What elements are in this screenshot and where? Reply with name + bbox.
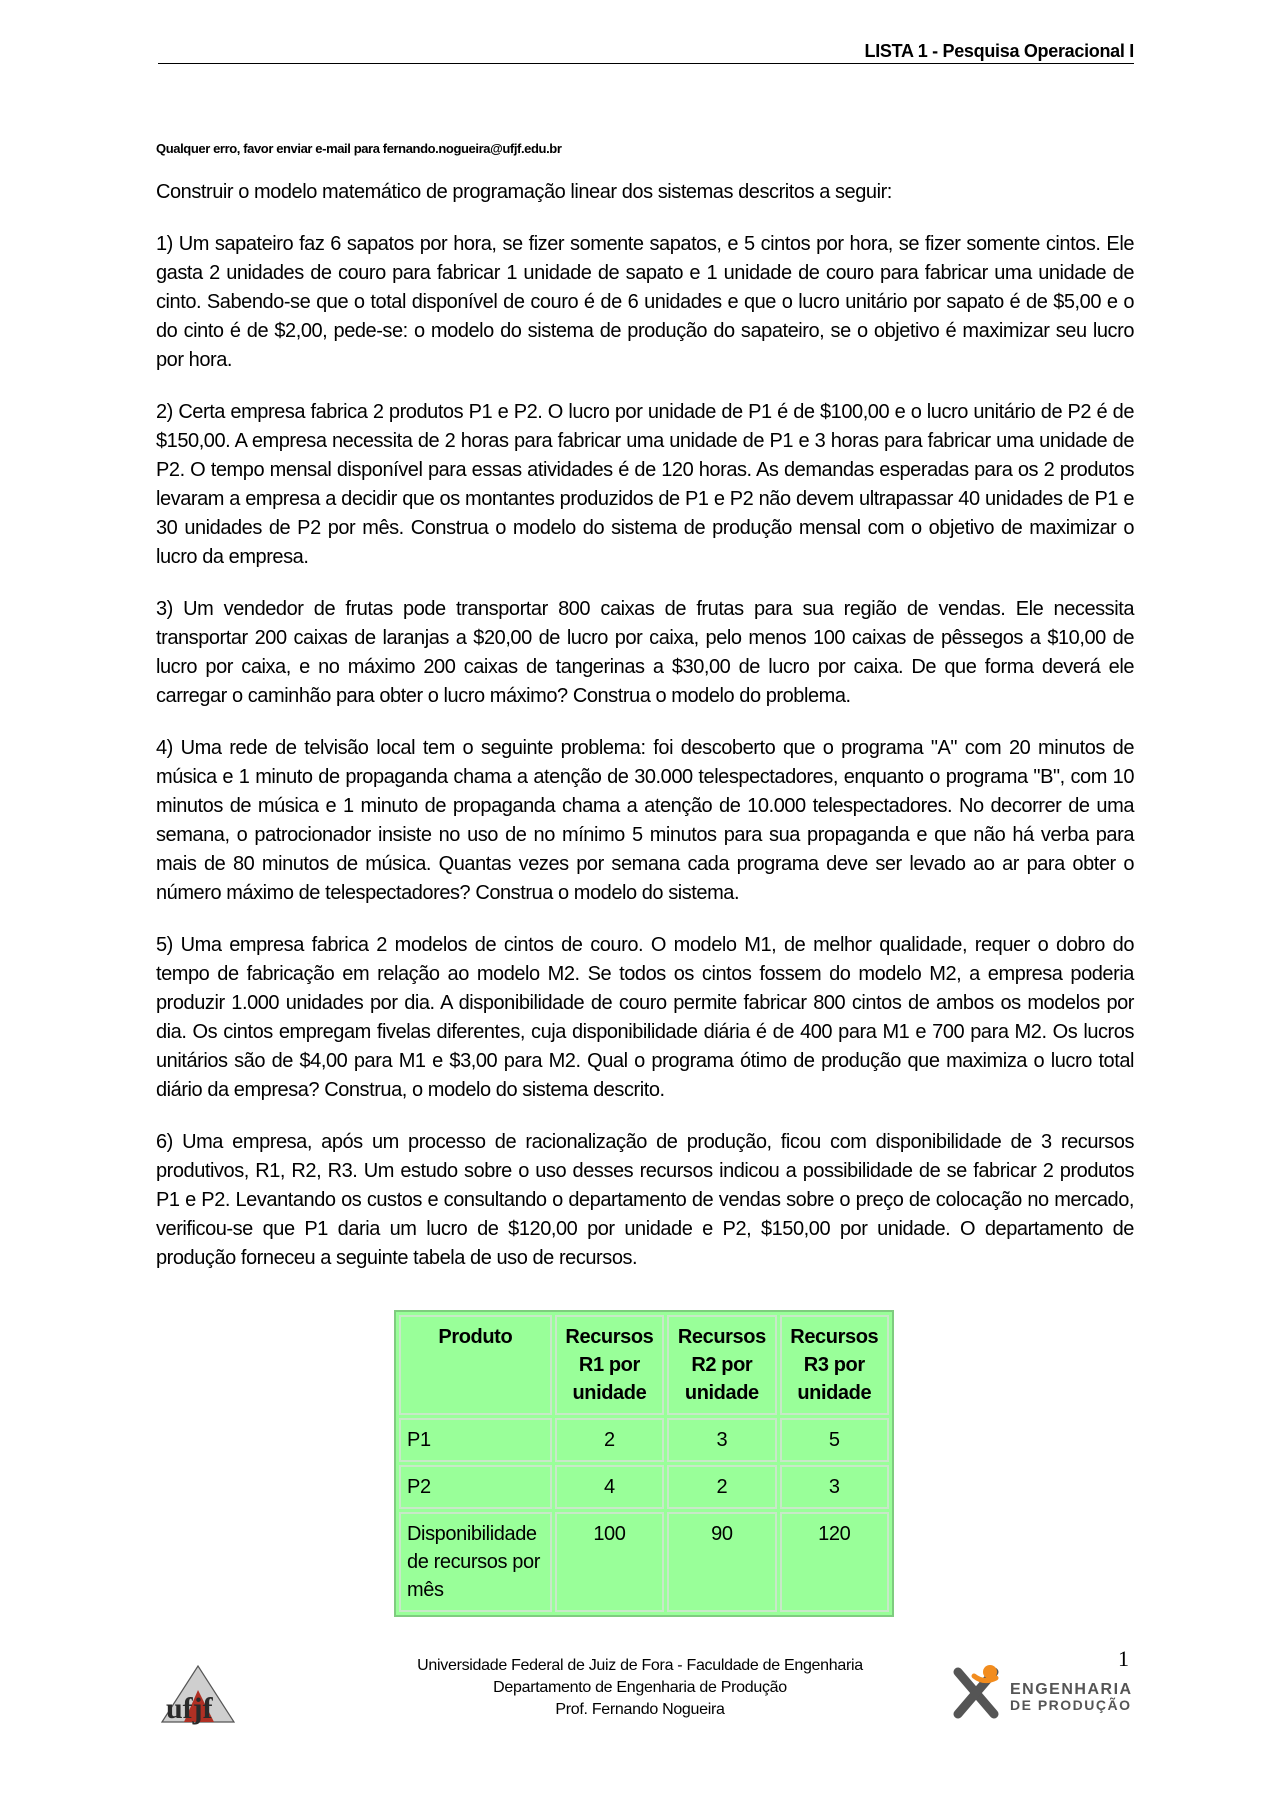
document-title: LISTA 1 - Pesquisa Operacional I xyxy=(864,41,1134,61)
row-value: 100 xyxy=(555,1512,664,1612)
row-product-name: P2 xyxy=(399,1465,552,1509)
table-row xyxy=(399,1418,889,1462)
problem-3: 3) Um vendedor de frutas pode transportar 800 caixas de frutas para sua região de vendas. Ele necessita transportar 200 caixas de laranjas a $20,00 de lucro por caixa, pelo menos 100 caixas de pêssegos a $10,00 de lucro por caixa, e no máximo 200 caixas de tangerinas a $30,00 de lucro por caixa. De que forma deverá ele carregar o caminhão para obter o lucro máximo? Construa o modelo do problema. xyxy=(156,598,1134,707)
problem-5: 5) Uma empresa fabrica 2 modelos de cintos de couro. O modelo M1, de melhor qualidade, requer o dobro do tempo de fabricação em relação ao modelo M2. Se todos os cintos fossem do modelo M2, a empresa poderia produzir 1.000 unidades por dia. A disponibilidade de couro permite fabricar 800 cintos de ambos os modelos por dia. Os cintos empregam fivelas diferentes, cuja disponibilidade diária é de 400 para M1 e 700 para M2. Os lucros unitários são de $4,00 para M1 e $3,00 para M2. Qual o programa ótimo de produção que maximiza o lucro total diário da empresa? Construa, o modelo do sistema descrito. xyxy=(156,934,1134,1101)
row-value: 2 xyxy=(667,1465,776,1509)
header-r2: Recursos R2 por unidade xyxy=(667,1315,776,1415)
ep-logo-line1: ENGENHARIA xyxy=(1010,1681,1133,1698)
table-header-row xyxy=(399,1315,889,1415)
ufjf-logo-text: ufjf xyxy=(166,1692,213,1725)
row-availability-label: Disponibilidade de recursos por mês xyxy=(399,1512,552,1612)
ep-logo-line2: DE PRODUÇÃO xyxy=(1010,1697,1132,1713)
footer-university: Universidade Federal de Juiz de Fora - Faculdade de Engenharia xyxy=(417,1657,863,1674)
row-value: 120 xyxy=(780,1512,889,1612)
row-value: 4 xyxy=(555,1465,664,1509)
header-r1: Recursos R1 por unidade xyxy=(555,1315,664,1415)
contact-note: Qualquer erro, favor enviar e-mail para fernando.nogueira@ufjf.edu.br xyxy=(156,141,562,156)
ep-x-icon xyxy=(958,1665,997,1714)
problem-list xyxy=(156,178,1134,1296)
problem-4: 4) Uma rede de telvisão local tem o seguinte problema: foi descoberto que o programa "A" com 20 minutos de música e 1 minuto de propaganda chama a atenção de 30.000 telespectadores, enquanto o programa "B", com 10 minutos de música e 1 minuto de propaganda chama a atenção de 10.000 telespectadores. No decorrer de uma semana, o patrocionador insiste no uso de no mínimo 5 minutos para sua propaganda e que não há verba para mais de 80 minutos de música. Quantas vezes por semana cada programa deve ser levado ao ar para obter o número máximo de telespectadores? Construa o modelo do sistema. xyxy=(156,737,1134,904)
footer-department: Departamento de Engenharia de Produção xyxy=(493,1679,787,1696)
row-value: 2 xyxy=(555,1418,664,1462)
footer-professor: Prof. Fernando Nogueira xyxy=(555,1701,725,1718)
row-value: 90 xyxy=(667,1512,776,1612)
intro-text: Construir o modelo matemático de programação linear dos sistemas descritos a seguir: xyxy=(156,181,892,203)
header-produto: Produto xyxy=(399,1315,552,1415)
row-value: 3 xyxy=(780,1465,889,1509)
table-row xyxy=(399,1465,889,1509)
problem-6: 6) Uma empresa, após um processo de racionalização de produção, ficou com disponibilidade de 3 recursos produtivos, R1, R2, R3. Um estudo sobre o uso desses recursos indicou a possibilidade de se fabricar 2 produtos P1 e P2. Levantando os custos e consultando o departamento de vendas sobre o preço de colocação no mercado, verificou-se que P1 daria um lucro de $120,00 por unidade e P2, $150,00 por unidade. O departamento de produção forneceu a seguinte tabela de uso de recursos. xyxy=(156,1131,1134,1269)
row-product-name: P1 xyxy=(399,1418,552,1462)
resource-table xyxy=(394,1310,894,1617)
footer xyxy=(380,1655,900,1721)
header-r3: Recursos R3 por unidade xyxy=(780,1315,889,1415)
problem-2: 2) Certa empresa fabrica 2 produtos P1 e P2. O lucro por unidade de P1 é de $100,00 e o lucro unitário de P2 é de $150,00. A empresa necessita de 2 horas para fabricar uma unidade de P1 e 3 horas para fabricar uma unidade de P2. O tempo mensal disponível para essas atividades é de 120 horas. As demandas esperadas para os 2 produtos levaram a empresa a decidir que os montantes produzidos de P1 e P2 não devem ultrapassar 40 unidades de P1 e 30 unidades de P2 por mês. Construa o modelo do sistema de produção mensal com o objetivo de maximizar o lucro da empresa. xyxy=(156,401,1134,568)
header-rule xyxy=(158,63,1134,64)
table-row xyxy=(399,1512,889,1612)
row-value: 5 xyxy=(780,1418,889,1462)
row-value: 3 xyxy=(667,1418,776,1462)
problem-1: 1) Um sapateiro faz 6 sapatos por hora, se fizer somente sapatos, e 5 cintos por hora, se fizer somente cintos. Ele gasta 2 unidades de couro para fabricar 1 unidade de sapato e 1 unidade de couro para fabricar uma unidade de cinto. Sabendo-se que o total disponível de couro é de 6 unidades e que o lucro unitário por sapato é de $5,00 e o do cinto é de $2,00, pede-se: o modelo do sistema de produção do sapateiro, se o objetivo é maximizar seu lucro por hora. xyxy=(156,233,1134,371)
engenharia-producao-logo xyxy=(952,1662,1142,1722)
ufjf-logo xyxy=(158,1660,248,1732)
page-number: 1 xyxy=(1118,1646,1129,1671)
